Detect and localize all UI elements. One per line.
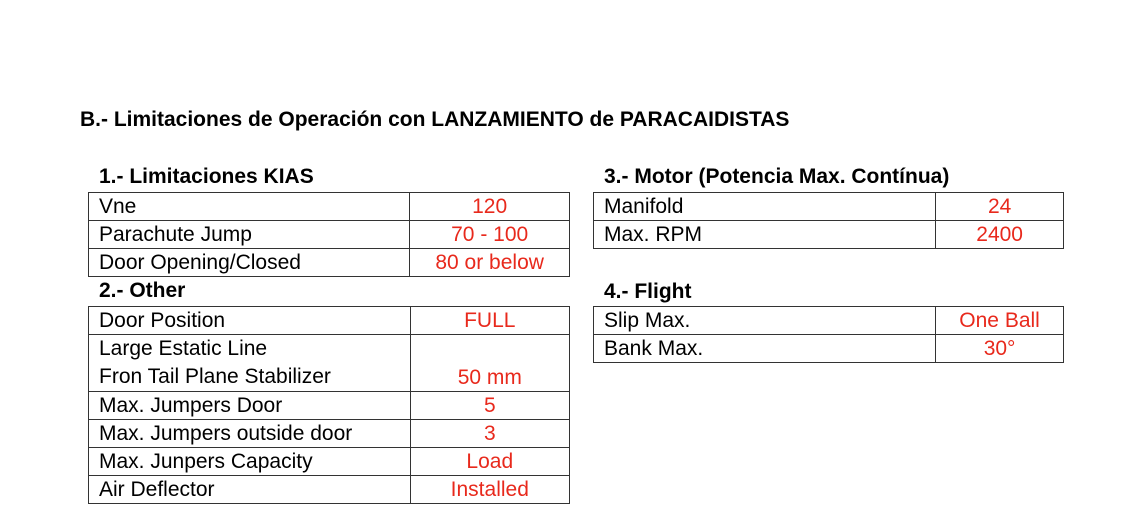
row-label: Max. Jumpers outside door <box>89 420 411 448</box>
row-label: Bank Max. <box>594 335 936 363</box>
row-value: 3 <box>410 420 569 448</box>
table-row <box>89 221 570 249</box>
row-label: Large Estatic Line <box>99 337 268 360</box>
row-label: Max. Junpers Capacity <box>89 448 411 476</box>
row-label: Air Deflector <box>89 476 411 504</box>
section-heading-motor: 3.- Motor (Potencia Max. Contínua) <box>604 165 950 188</box>
page-title: B.- Limitaciones de Operación con LANZAMIENTO de PARACAIDISTAS <box>80 108 790 131</box>
row-label: Door Opening/Closed <box>89 249 410 277</box>
row-value: Load <box>410 448 569 476</box>
table-row <box>89 335 570 392</box>
row-value: 5 <box>410 392 569 420</box>
row-value: FULL <box>410 307 569 335</box>
row-label: Parachute Jump <box>89 221 410 249</box>
row-value: 70 - 100 <box>410 221 570 249</box>
row-label-line-2: Fron Tail Plane Stabilizer <box>99 365 331 388</box>
table-row <box>594 307 1064 335</box>
row-label: Slip Max. <box>594 307 936 335</box>
other-limits-table <box>88 306 570 504</box>
table-row <box>89 249 570 277</box>
row-label: Vne <box>89 193 410 221</box>
motor-limits-table <box>593 192 1064 249</box>
row-label: Max. Jumpers Door <box>89 392 411 420</box>
table-row <box>89 307 570 335</box>
row-value: 24 <box>936 193 1064 221</box>
kias-limits-table <box>88 192 570 277</box>
row-value: 30° <box>936 335 1064 363</box>
section-heading-other: 2.- Other <box>99 279 186 302</box>
section-heading-kias: 1.- Limitaciones KIAS <box>99 165 314 188</box>
row-label-multiline <box>89 335 411 392</box>
table-row <box>89 448 570 476</box>
section-heading-flight: 4.- Flight <box>604 280 692 303</box>
table-row <box>89 392 570 420</box>
table-row <box>594 221 1064 249</box>
flight-limits-table <box>593 306 1064 363</box>
row-label: Max. RPM <box>594 221 936 249</box>
table-row <box>594 335 1064 363</box>
row-value: 80 or below <box>410 249 570 277</box>
table-row <box>89 193 570 221</box>
table-row <box>89 476 570 504</box>
row-value: 120 <box>410 193 570 221</box>
row-value: 2400 <box>936 221 1064 249</box>
row-value: One Ball <box>936 307 1064 335</box>
table-row <box>594 193 1064 221</box>
table-row <box>89 420 570 448</box>
row-value: 50 mm <box>410 335 569 392</box>
row-label: Manifold <box>594 193 936 221</box>
row-value: Installed <box>410 476 569 504</box>
row-label: Door Position <box>89 307 411 335</box>
